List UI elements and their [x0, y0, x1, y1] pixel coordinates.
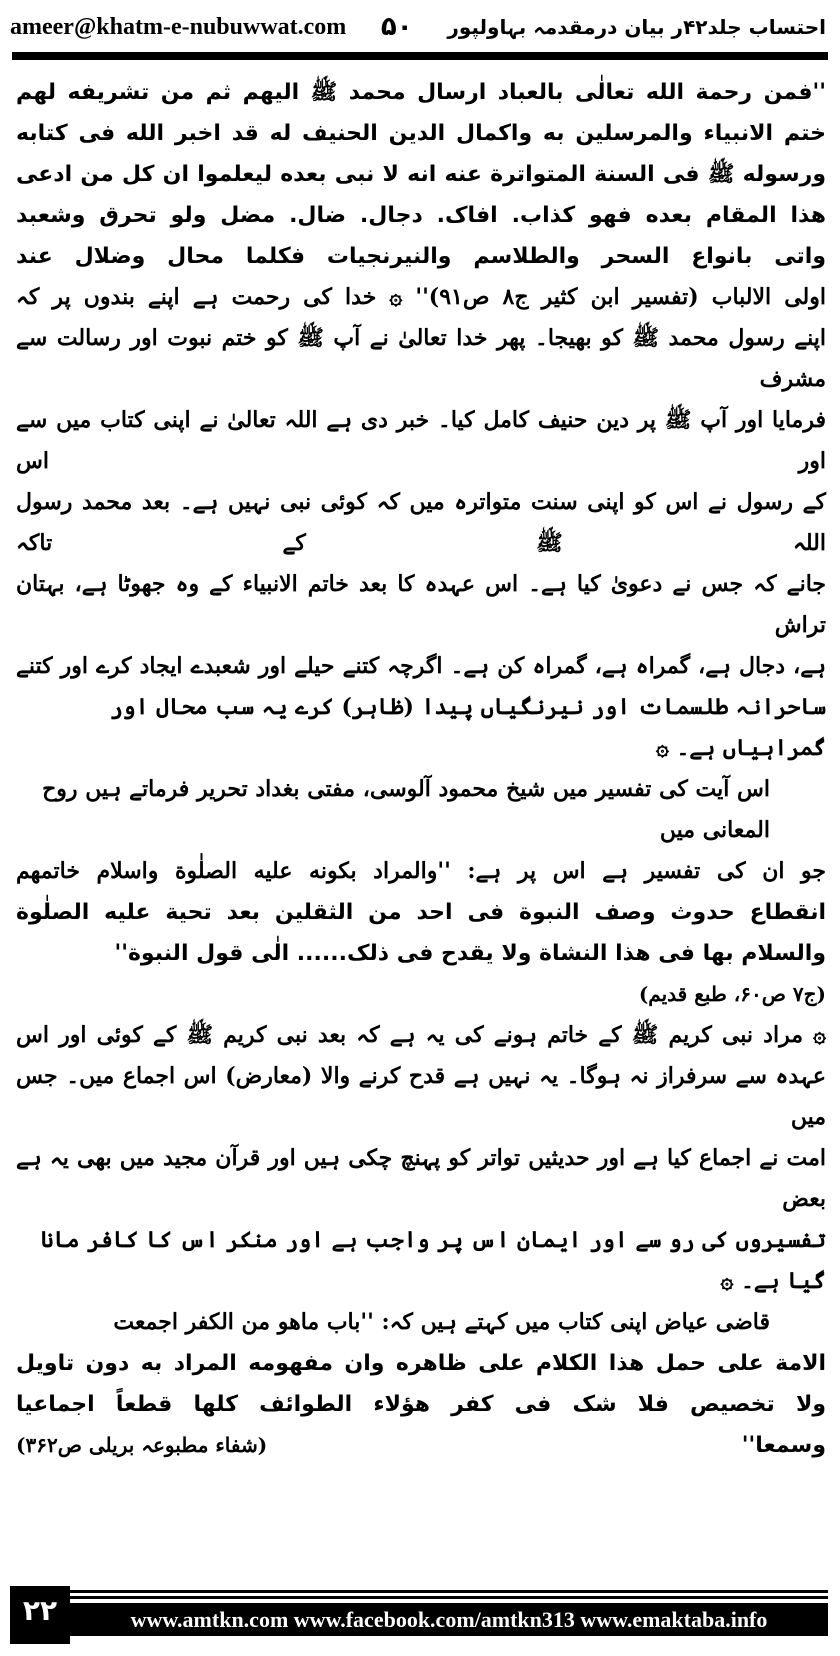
page-body: [0, 60, 840, 1466]
text-line-with-citation: [16, 1425, 826, 1466]
text-line: ولا تخصیص فلا شک فی کفر هؤلاء الطوائف کلها قطعاً اجماعیا: [16, 1392, 826, 1417]
footer-page-number: ۲۲: [10, 1586, 70, 1644]
text-line: الامة علی حمل هذا الکلام علی ظاهره وان مفهومه المراد به دون تاویل: [16, 1351, 826, 1376]
text-line: انقطاع حدوث وصف النبوة فی احد من الثقلین بعد تحیة علیه الصلٰوة: [16, 900, 826, 925]
text-line: ''فمن رحمة الله تعالٰی بالعباد ارسال محمد ﷺ الیهم ثم من تشریفه لهم: [16, 80, 826, 105]
footer-links: www.amtkn.com www.facebook.com/amtkn313 www.emaktaba.info: [70, 1603, 828, 1636]
header-email: ameer@khatm-e-nubuwwat.com: [10, 13, 347, 40]
text-line: فرمایا اور آپ ﷺ پر دین حنیف کامل کیا۔ خبر دی ہے اللہ تعالیٰ نے اپنی کتاب میں سے اور اس: [16, 407, 826, 474]
text-line: تفسیروں کی رو سے اور ایمان اس پر واجب ہے اور منکر اس کا کافر مانا گیا ہے۔ ۞: [40, 1227, 826, 1294]
text-line: امت نے اجماع کیا ہے اور حدیثیں تواتر کو پہنچ چکی ہیں اور قرآن مجید میں بھی یہ ہے بعض: [16, 1145, 826, 1212]
text-line: قاضی عیاض اپنی کتاب میں کہتے ہیں کہ: ''باب ماهو من الکفر اجمعت: [113, 1309, 770, 1335]
header-divider: [12, 52, 828, 60]
page-header: [0, 0, 840, 50]
text-line: ساحرانہ طلسمات اور نیرنگیاں پیدا (ظاہر) کرے یہ سب محال اور گمراہیاں ہے۔ ۞: [109, 694, 826, 761]
text-line: والسلام بها فی هذا النشاة ولا یقدح فی ذلک...... الٰی قول النبوة'': [114, 941, 826, 966]
page-footer: [10, 1586, 828, 1644]
text-fragment: وسمعا'': [741, 1433, 826, 1458]
text-line: عہدہ سے سرفراز نہ ہوگا۔ یہ نہیں ہے قدح کرنے والا (معارض) اس اجماع میں۔ جس میں: [16, 1063, 826, 1130]
header-book-title: احتساب جلد۴۲ر بیان درمقدمہ بہاولپور: [447, 15, 826, 39]
text-line: ختم الانبیاء والمرسلین به واکمال الدین الحنیف له قد اخبر الله فی کتابه: [16, 121, 826, 146]
text-line: اولی الالباب (تفسیر ابن کثیر ج۸ ص۹۱)'' ۞ خدا کی رحمت ہے اپنے بندوں پر کہ: [16, 284, 826, 310]
text-line: هذا المقام بعده فهو کذاب. افاک. دجال. ضال. مضل ولو تحرق وشعبد: [16, 203, 826, 228]
text-line: ۞ مراد نبی کریم ﷺ کے خاتم ہونے کی یہ ہے کہ بعد نبی کریم ﷺ کے کوئی اور اس: [16, 1022, 827, 1048]
text-line: اپنے رسول محمد ﷺ کو بھیجا۔ پھر خدا تعالیٰ نے آپ ﷺ کو ختم نبوت اور رسالت سے مشرف: [16, 325, 826, 392]
text-line: جو ان کی تفسیر ہے اس پر ہے: ''والمراد بکونه علیه الصلٰوة واسلام خاتمهم: [16, 858, 826, 884]
header-page-number: ۵۰: [380, 12, 413, 42]
citation: (ج۷ ص۶۰، طبع قدیم): [638, 982, 826, 1006]
text-line: ورسوله ﷺ فی السنة المتواترة عنه انه لا نبی بعده لیعلموا ان کل من ادعی: [16, 162, 826, 187]
text-line: کے رسول نے اس کو اپنی سنت متواترہ میں کہ کوئی نبی نہیں ہے۔ بعد محمد رسول اللہ ﷺ کے تاکہ: [16, 489, 826, 556]
text-line: جانے کہ جس نے دعویٰ کیا ہے۔ اس عہدہ کا بعد خاتم الانبیاء کے وہ جھوٹا ہے، بہتان تراش: [16, 571, 826, 638]
text-line: واتی بانواع السحر والطلاسم والنیرنجیات فکلما محال وضلال عند: [16, 244, 826, 269]
footer-divider: [70, 1590, 828, 1593]
citation: (شفاء مطبوعہ بریلی ص۳۶۲): [16, 1433, 268, 1457]
text-line: ہے، دجال ہے، گمراہ ہے، گمراہ کن ہے۔ اگرچہ کتنے حیلے اور شعبدے ایجاد کرے اور کتنے: [16, 653, 826, 679]
footer-divider: [70, 1596, 828, 1599]
text-line: اس آیت کی تفسیر میں شیخ محمود آلوسی، مفتی بغداد تحریر فرماتے ہیں روح المعانی میں: [42, 776, 770, 843]
